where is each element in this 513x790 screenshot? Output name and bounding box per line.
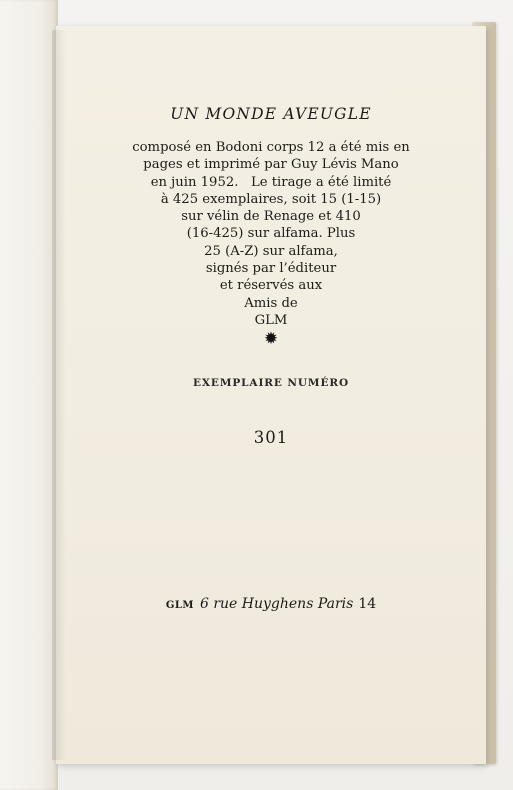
gutter-shadow bbox=[52, 30, 66, 760]
colophon-line: Amis de bbox=[244, 295, 298, 311]
colophon-line: (16-425) sur alfama. Plus bbox=[186, 226, 356, 242]
book-title: UN MONDE AVEUGLE bbox=[170, 105, 372, 123]
colophon-line: GLM bbox=[254, 312, 288, 328]
glm-logo-mark: GLM bbox=[165, 600, 194, 611]
imprint-address: 6 rue Huyghens Paris bbox=[199, 596, 354, 612]
book-page bbox=[56, 26, 486, 764]
copy-number-label: EXEMPLAIRE NUMÉRO bbox=[192, 377, 350, 389]
colophon-line: sur vélin de Renage et 410 bbox=[181, 209, 361, 225]
colophon-text bbox=[56, 139, 486, 329]
colophon-line: et réservés aux bbox=[219, 278, 323, 294]
colophon-line: signés par l’éditeur bbox=[205, 261, 337, 277]
colophon-line: composé en Bodoni corps 12 a été mis en bbox=[132, 140, 410, 155]
copy-number: 301 bbox=[253, 428, 289, 447]
colophon-line: à 425 exemplaires, soit 15 (1-15) bbox=[160, 191, 382, 207]
star-ornament-icon: ✹ bbox=[263, 329, 279, 349]
left-page-edge bbox=[0, 0, 58, 790]
colophon-line: en juin 1952. Le tirage a été limité bbox=[150, 174, 392, 190]
publisher-imprint bbox=[56, 596, 486, 612]
colophon-line: pages et imprimé par Guy Lévis Mano bbox=[143, 157, 399, 173]
imprint-district: 14 bbox=[358, 596, 377, 612]
colophon-line: 25 (A-Z) sur alfama, bbox=[204, 243, 338, 259]
